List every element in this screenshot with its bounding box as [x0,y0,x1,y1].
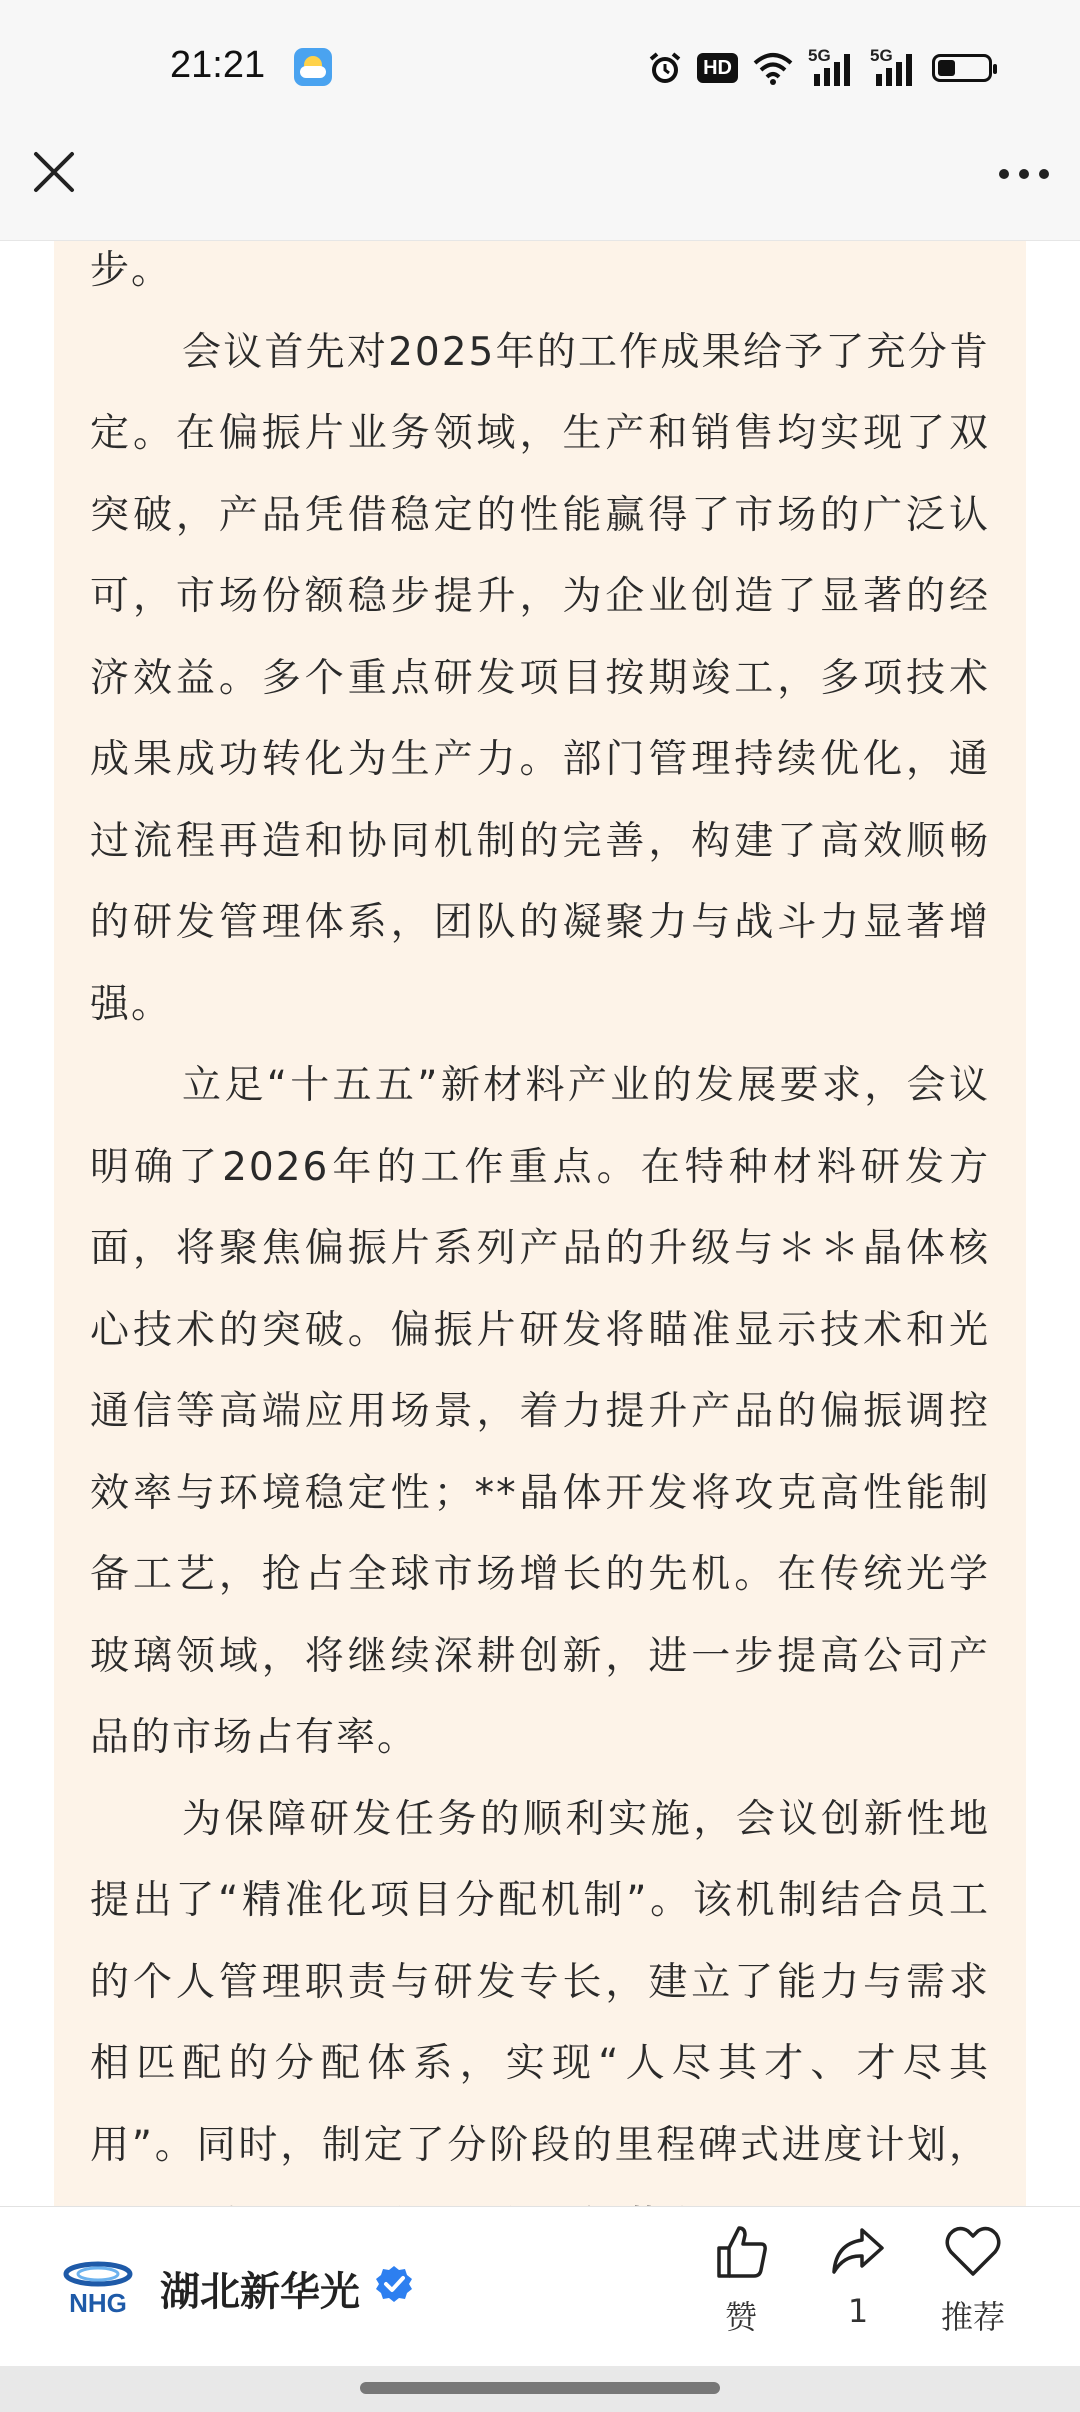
heart-icon [943,2222,1003,2282]
top-nav-bar [0,140,1080,241]
network-label-1: 5G [808,46,831,65]
signal-5g-icon-2 [870,48,918,88]
hd-call-icon [697,53,738,83]
status-time: 21:21 [170,44,266,86]
close-icon[interactable] [30,148,78,196]
like-button[interactable] [686,2222,796,2342]
recommend-label: 推荐 [940,2298,1005,2336]
recommend-button[interactable] [918,2222,1028,2342]
battery-icon [932,54,992,82]
network-label-2: 5G [870,46,893,65]
status-icons [647,46,992,90]
hd-label: HD [703,57,732,79]
alarm-icon [647,50,683,86]
article-paragraph: 为保障研发任务的顺利实施，会议创新性地提出了“精准化项目分配机制”。该机制结合员工的个人管理职责与研发专长，建立了能力与需求相匹配的分配体系，实现“人尽其才、才尽其用”。同时，制定了分阶段的里程碑式进度计划， [90,1796,990,2168]
thumbs-up-icon [711,2222,771,2282]
battery-level [938,60,955,76]
account-name[interactable]: 湖北新华光 [160,2269,360,2315]
home-indicator[interactable] [360,2382,720,2394]
weather-partly-sunny-icon [294,48,332,86]
nhg-logo[interactable] [60,2250,136,2326]
article-paragraph: 步。 [90,248,173,293]
more-icon[interactable] [994,150,1054,198]
article-scroll-area[interactable] [0,241,1080,2206]
wifi-icon [752,51,794,85]
signal-5g-icon-1 [808,48,856,88]
logo-text: NHG [69,2288,127,2318]
share-icon [828,2222,888,2282]
article-paragraph: 会议首先对2025年的工作成果给予了充分肯定。在偏振片业务领域，生产和销售均实现了双突破，产品凭借稳定的性能赢得了市场的广泛认可，市场份额稳步提升，为企业创造了显著的经济效益。多个重点研发项目按期竣工，多项技术成果成功转化为生产力。部门管理持续优化，通过流程再造和协同机制的完善，构建了高效顺畅的研发管理体系，团队的凝聚力与战斗力显著增强。 [90,329,990,1027]
share-count: 1 [847,2292,869,2330]
verified-badge-icon [374,2264,414,2304]
like-label: 赞 [724,2298,757,2336]
share-button[interactable] [803,2222,913,2342]
article-card [54,241,1026,2206]
article-paragraph: 立足“十五五”新材料产业的发展要求，会议明确了2026年的工作重点。在特种材料研发方面，将聚焦偏振片系列产品的升级与＊＊晶体核心技术的突破。偏振片研发将瞄准显示技术和光通信等高端应用场景，着力提升产品的偏振调控效率与环境稳定性；**晶体开发将攻克高性能制备工艺，抢占全球市场增长的先机。在传统光学玻璃领域，将继续深耕创新，进一步提高公司产品的市场占有率。 [90,1063,990,1760]
